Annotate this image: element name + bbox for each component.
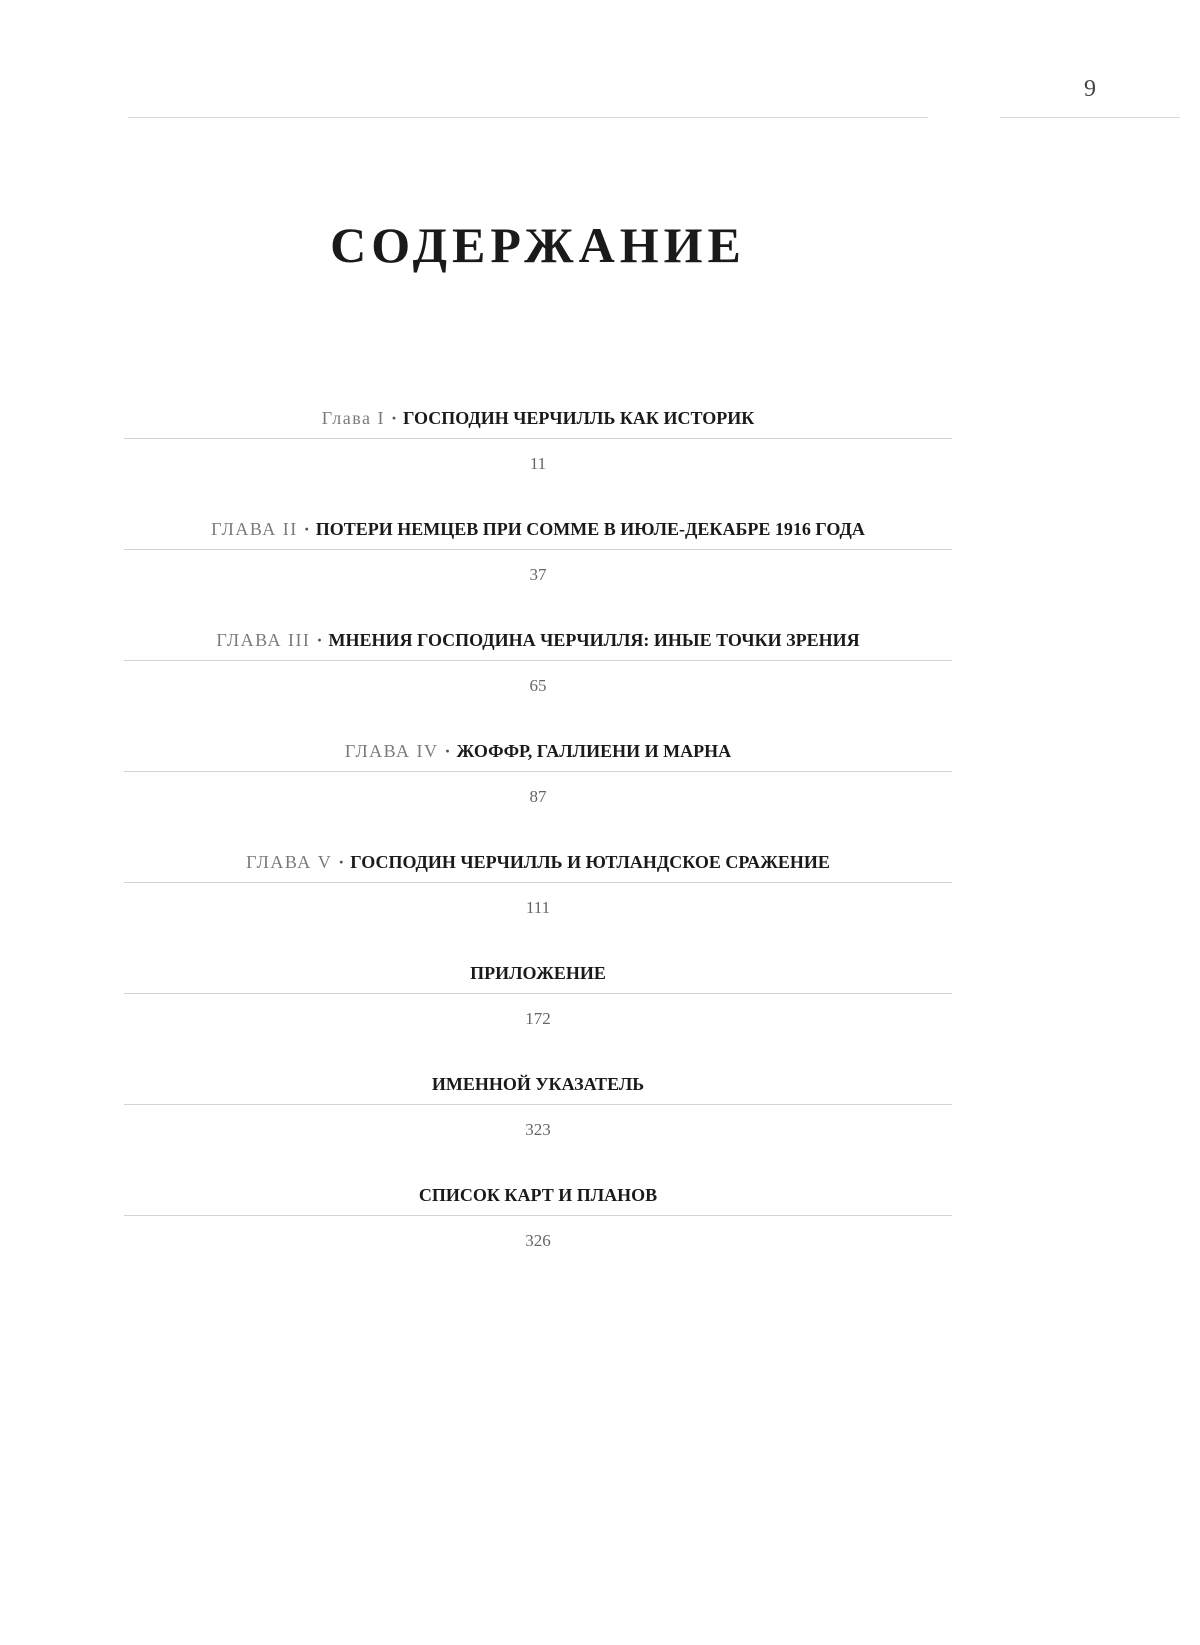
- header-rule-right: [1000, 117, 1180, 118]
- table-of-contents: [124, 398, 952, 1286]
- header-rule: [128, 117, 928, 118]
- toc-page-number: 65: [529, 676, 547, 695]
- toc-heading: [124, 620, 952, 660]
- bullet-separator: ·: [316, 630, 323, 650]
- chapter-title: МНЕНИЯ ГОСПОДИНА ЧЕРЧИЛЛЯ: ИНЫЕ ТОЧКИ ЗРЕНИЯ: [328, 630, 860, 650]
- toc-entry-maps-list[interactable]: [124, 1175, 952, 1286]
- toc-page-number: 323: [525, 1120, 551, 1139]
- chapter-title: ГОСПОДИН ЧЕРЧИЛЛЬ И ЮТЛАНДСКОЕ СРАЖЕНИЕ: [350, 852, 830, 872]
- toc-page-number: 37: [529, 565, 547, 584]
- bullet-separator: ·: [338, 852, 345, 872]
- toc-entry-chapter-5[interactable]: [124, 842, 952, 953]
- toc-heading: [124, 842, 952, 882]
- toc-page-number: 326: [525, 1231, 551, 1250]
- chapter-label: ГЛАВА III: [216, 630, 311, 650]
- toc-entry-chapter-3[interactable]: [124, 620, 952, 731]
- bullet-separator: ·: [444, 741, 451, 761]
- toc-heading: [124, 1064, 952, 1104]
- chapter-label: Глава I: [321, 408, 385, 428]
- toc-heading: [124, 509, 952, 549]
- toc-heading: [124, 398, 952, 438]
- toc-page-number: 172: [525, 1009, 551, 1028]
- toc-heading: [124, 1175, 952, 1215]
- bullet-separator: ·: [390, 408, 397, 428]
- toc-page-number: 11: [529, 454, 547, 473]
- chapter-label: ГЛАВА V: [246, 852, 333, 872]
- toc-entry-chapter-4[interactable]: [124, 731, 952, 842]
- chapter-title: ГОСПОДИН ЧЕРЧИЛЛЬ КАК ИСТОРИК: [403, 408, 755, 428]
- toc-entry-chapter-2[interactable]: [124, 509, 952, 620]
- toc-entry-chapter-1[interactable]: [124, 398, 952, 509]
- chapter-label: ГЛАВА II: [211, 519, 298, 539]
- toc-entry-name-index[interactable]: [124, 1064, 952, 1175]
- page-title: СОДЕРЖАНИЕ: [330, 217, 746, 273]
- section-title: ПРИЛОЖЕНИЕ: [470, 963, 606, 983]
- toc-page-number: 111: [525, 898, 551, 917]
- section-title: ИМЕННОЙ УКАЗАТЕЛЬ: [431, 1074, 645, 1094]
- chapter-title: ПОТЕРИ НЕМЦЕВ ПРИ СОММЕ В ИЮЛЕ-ДЕКАБРЕ 1916 ГОДА: [315, 519, 865, 539]
- toc-page-number: 87: [529, 787, 547, 806]
- toc-heading: [124, 731, 952, 771]
- toc-heading: [124, 953, 952, 993]
- toc-entry-appendix[interactable]: [124, 953, 952, 1064]
- chapter-title: ЖОФФР, ГАЛЛИЕНИ И МАРНА: [456, 741, 732, 761]
- chapter-label: ГЛАВА IV: [344, 741, 439, 761]
- bullet-separator: ·: [303, 519, 310, 539]
- page-number: 9: [1084, 76, 1096, 102]
- section-title: СПИСОК КАРТ И ПЛАНОВ: [418, 1185, 658, 1205]
